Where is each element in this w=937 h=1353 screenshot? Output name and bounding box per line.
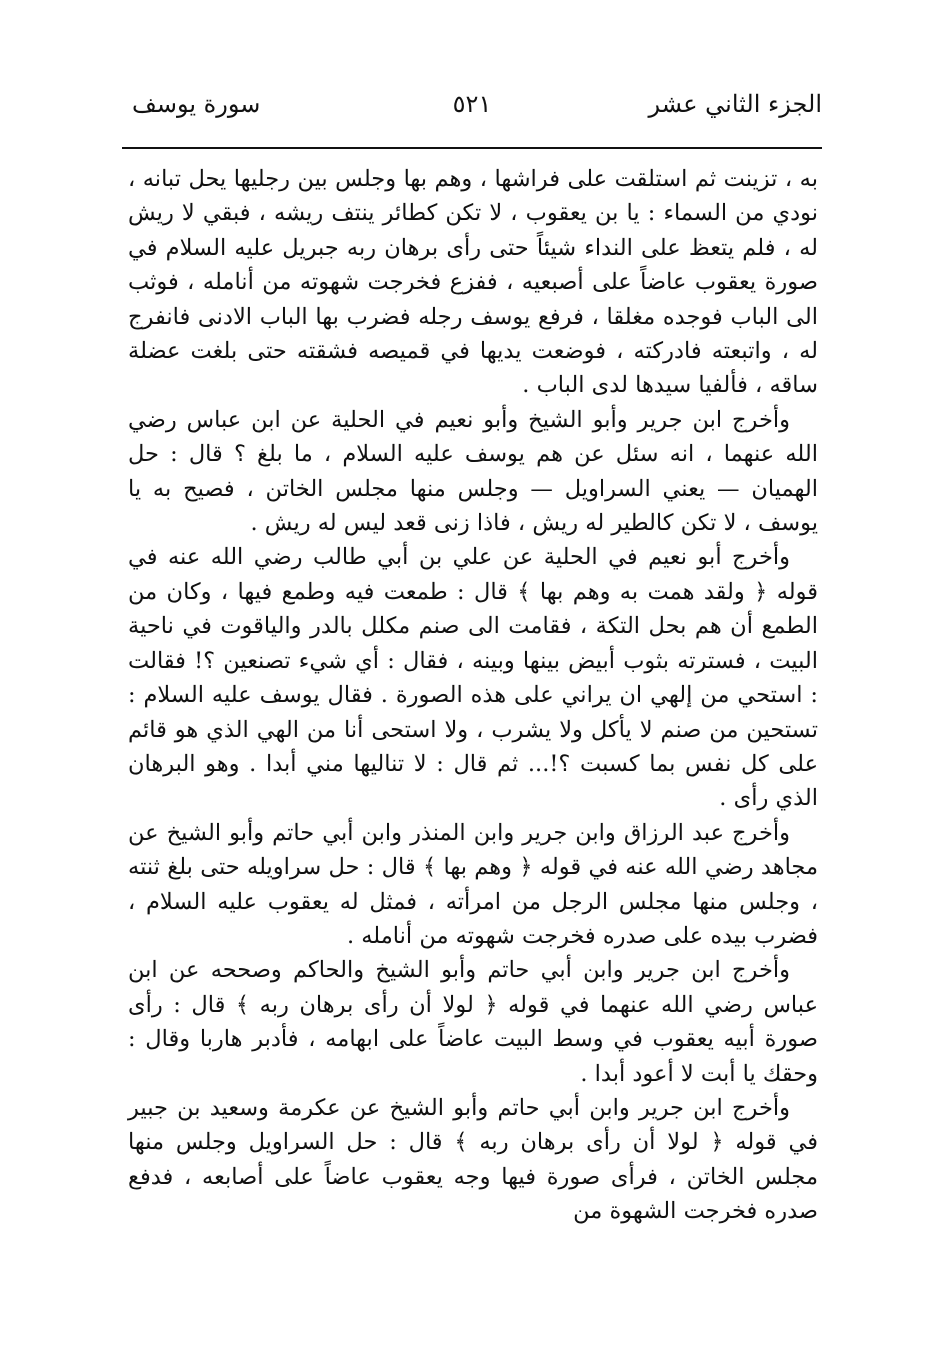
surah-title: سورة يوسف <box>132 90 261 118</box>
paragraph-2: وأخرج ابن جرير وأبو الشيخ وأبو نعيم في الحلية عن ابن عباس رضي الله عنهما ، انه سئل عن هم يوسف عليه السلام ، ما بلغ ؟ قال : حل الهميان — يعني السراويل — وجلس منها مجلس الخاتن ، فصيح به يا يوسف ، لا تكن كالطير له ريش ، فاذا زنى قعد ليس له ريش . <box>128 406 818 537</box>
page-header <box>122 82 822 126</box>
paragraph-6: وأخرج ابن جرير وابن أبي حاتم وأبو الشيخ عن عكرمة وسعيد بن جبير في قوله ﴿ لولا أن رأى برهان ربه ﴾ قال : حل السراويل وجلس منها مجلس الخاتن ، فرأى صورة فيها وجه يعقوب عاضاً على أصابعه ، فدفع صدره فخرجت الشهوة من <box>128 1094 818 1225</box>
page-number: ٥٢١ <box>452 90 492 118</box>
page-body <box>128 162 818 1229</box>
paragraph-1: به ، تزينت ثم استلقت على فراشها ، وهم بها وجلس بين رجليها يحل تبانه ، نودي من السماء : يا بن يعقوب ، لا تكن كطائر ينتف ريشه ، فبقي لا ريش له ، فلم يتعظ على النداء شيئاً حتى رأى برهان ربه جبريل عليه السلام في صورة يعقوب عاضاً على أصبعيه ، ففزع فخرجت شهوته من أنامله ، فوثب الى الباب فوجده مغلقا ، فرفع يوسف رجله فضرب بها الباب الادنى فانفرج له ، واتبعته فادركته ، فوضعت يديها في قميصه فشقته حتى بلغت عضلة ساقه ، فألفيا سيدها لدى الباب . <box>128 166 818 399</box>
paragraph-3: وأخرج أبو نعيم في الحلية عن علي بن أبي طالب رضي الله عنه في قوله ﴿ ولقد همت به وهم بها ﴾ قال : طمعت فيه وطمع فيها ، وكان من الطمع أن هم بحل التكة ، فقامت الى صنم مكلل بالدر والياقوت في ناحية البيت ، فسترته بثوب أبيض بينها وبينه ، فقال : أي شيء تصنعين ؟! فقالت : استحي من إلهي ان يراني على هذه الصورة . فقال يوسف عليه السلام : تستحين من صنم لا يأكل ولا يشرب ، ولا استحى أنا من الهي الذي هو قائم على كل نفس بما كسبت ؟!... ثم قال : لا تناليها مني أبدا . وهو البرهان الذي رأى . <box>128 544 818 812</box>
header-rule <box>122 147 822 149</box>
part-title: الجزء الثاني عشر <box>648 90 822 118</box>
paragraph-5: وأخرج ابن جرير وابن أبي حاتم وأبو الشيخ والحاكم وصححه عن ابن عباس رضي الله عنهما في قوله ﴿ لولا أن رأى برهان ربه ﴾ قال : رأى صورة أبيه يعقوب في وسط البيت عاضاً على ابهامه ، فأدبر هاربا وقال : وحقك يا أبت لا أعود أبدا . <box>128 957 818 1087</box>
paragraph-4: وأخرج عبد الرزاق وابن جرير وابن المنذر وابن أبي حاتم وأبو الشيخ عن مجاهد رضي الله عنه في قوله ﴿ وهم بها ﴾ قال : حل سراويله حتى بلغ ثنته ، وجلس منها مجلس الرجل من امرأته ، فمثل له يعقوب عليه السلام ، فضرب بيده على صدره فخرجت شهوته من أنامله . <box>128 819 818 949</box>
